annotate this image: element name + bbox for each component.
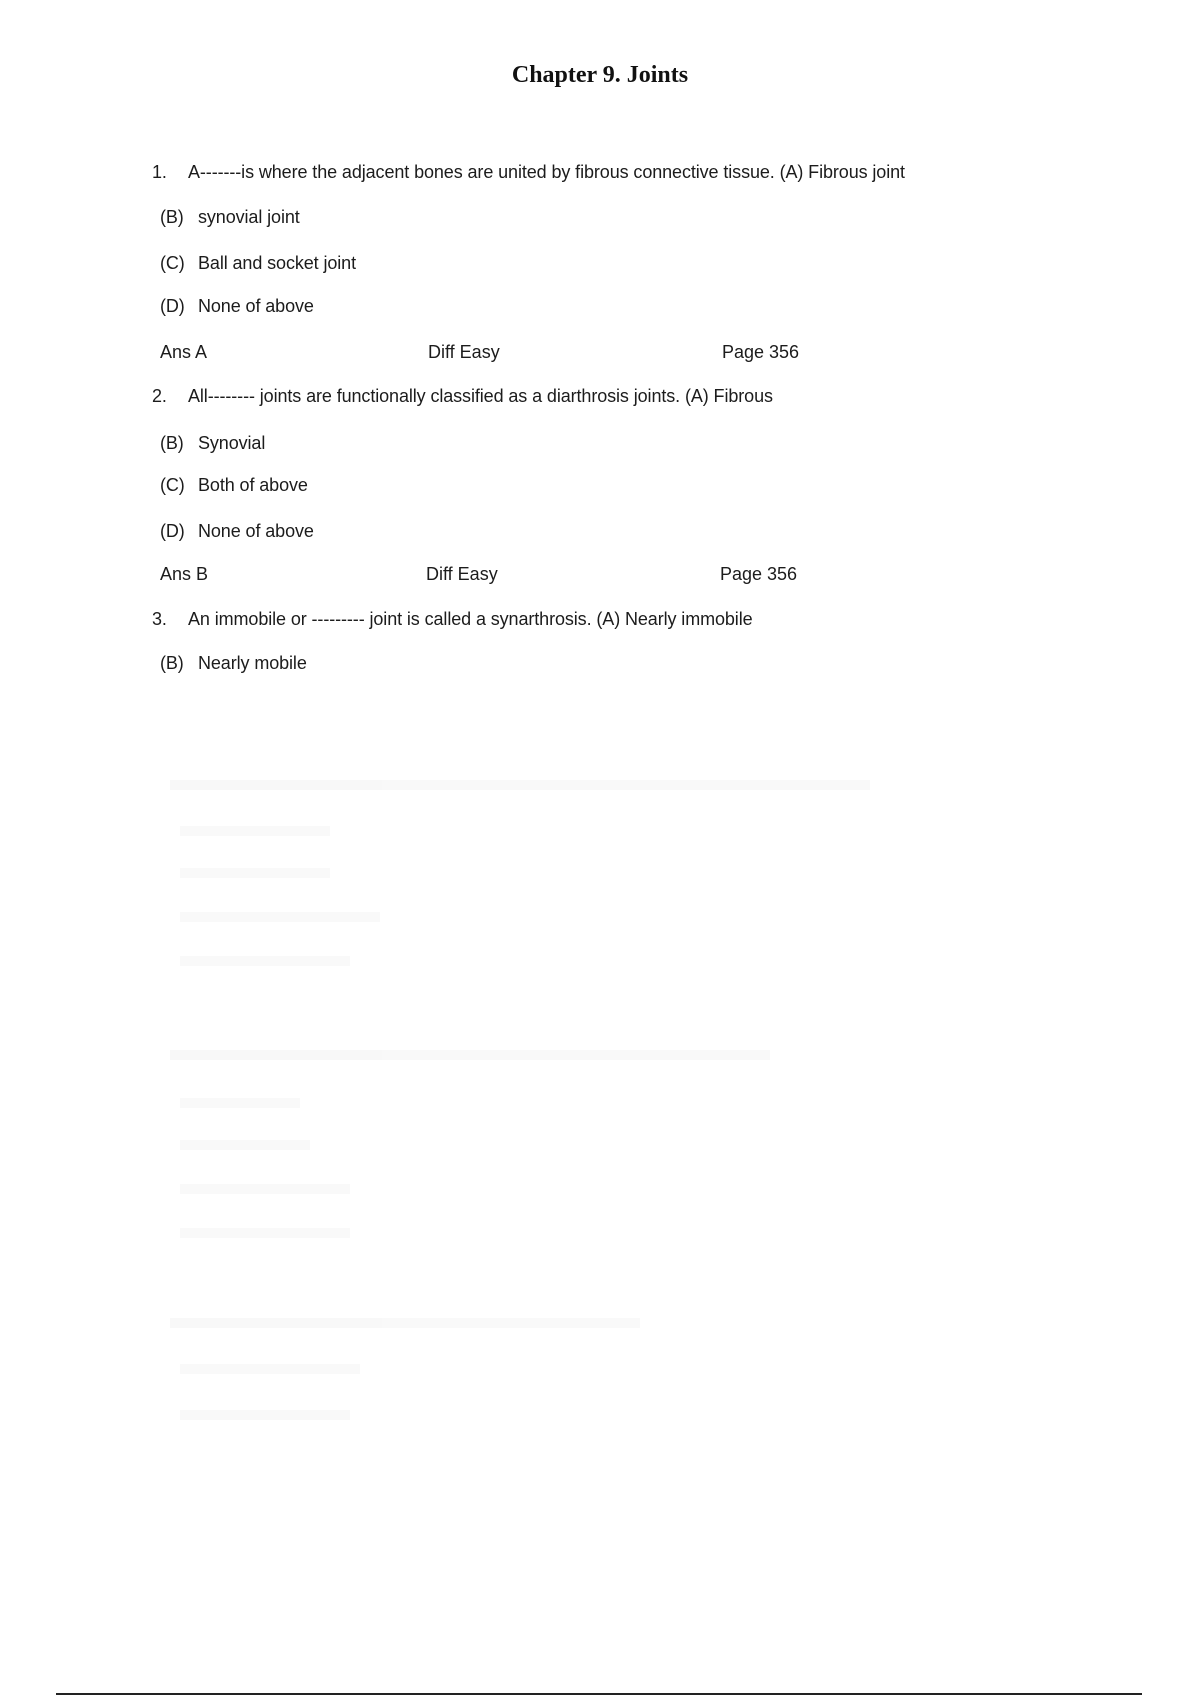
option-text: None of above	[198, 296, 314, 316]
bleed-through-texture	[170, 760, 890, 1440]
question-number: 1.	[152, 162, 167, 182]
question-3-stem	[152, 609, 753, 630]
option-text: Nearly mobile	[198, 653, 307, 673]
option-letter: (D)	[160, 296, 185, 316]
question-1-option-c	[160, 253, 356, 274]
option-text: Both of above	[198, 475, 308, 495]
question-2-option-c	[160, 475, 308, 496]
question-text: All-------- joints are functionally classified as a diarthrosis joints. (A) Fibrous	[188, 386, 773, 406]
question-2-stem	[152, 386, 773, 407]
question-2-option-d	[160, 521, 314, 542]
question-1-answer: Ans A	[160, 342, 208, 362]
option-text: Ball and socket joint	[198, 253, 356, 273]
question-1-stem	[152, 162, 905, 183]
option-letter: (C)	[160, 475, 185, 495]
question-2-difficulty: Diff Easy	[426, 564, 498, 584]
question-number: 3.	[152, 609, 167, 629]
question-text: A-------is where the adjacent bones are united by fibrous connective tissue. (A) Fibrous joint	[188, 162, 905, 182]
question-2-answer: Ans B	[160, 564, 209, 584]
option-text: Synovial	[198, 433, 266, 453]
option-text: None of above	[198, 521, 314, 541]
question-3-option-b	[160, 653, 307, 674]
question-1-page: Page 356	[722, 342, 800, 362]
question-2-option-b	[160, 433, 265, 454]
question-number: 2.	[152, 386, 167, 406]
question-text: An immobile or --------- joint is called a synarthrosis. (A) Nearly immobile	[188, 609, 753, 629]
option-letter: (B)	[160, 207, 184, 227]
page-title: Chapter 9. Joints	[511, 62, 689, 88]
option-letter: (B)	[160, 433, 184, 453]
option-letter: (C)	[160, 253, 185, 273]
option-letter: (D)	[160, 521, 185, 541]
footer-divider	[56, 1693, 1142, 1695]
option-text: synovial joint	[198, 207, 300, 227]
option-letter: (B)	[160, 653, 184, 673]
question-2-page: Page 356	[720, 564, 798, 584]
question-1-option-b	[160, 207, 300, 228]
question-1-difficulty: Diff Easy	[428, 342, 500, 362]
question-1-option-d	[160, 296, 314, 317]
